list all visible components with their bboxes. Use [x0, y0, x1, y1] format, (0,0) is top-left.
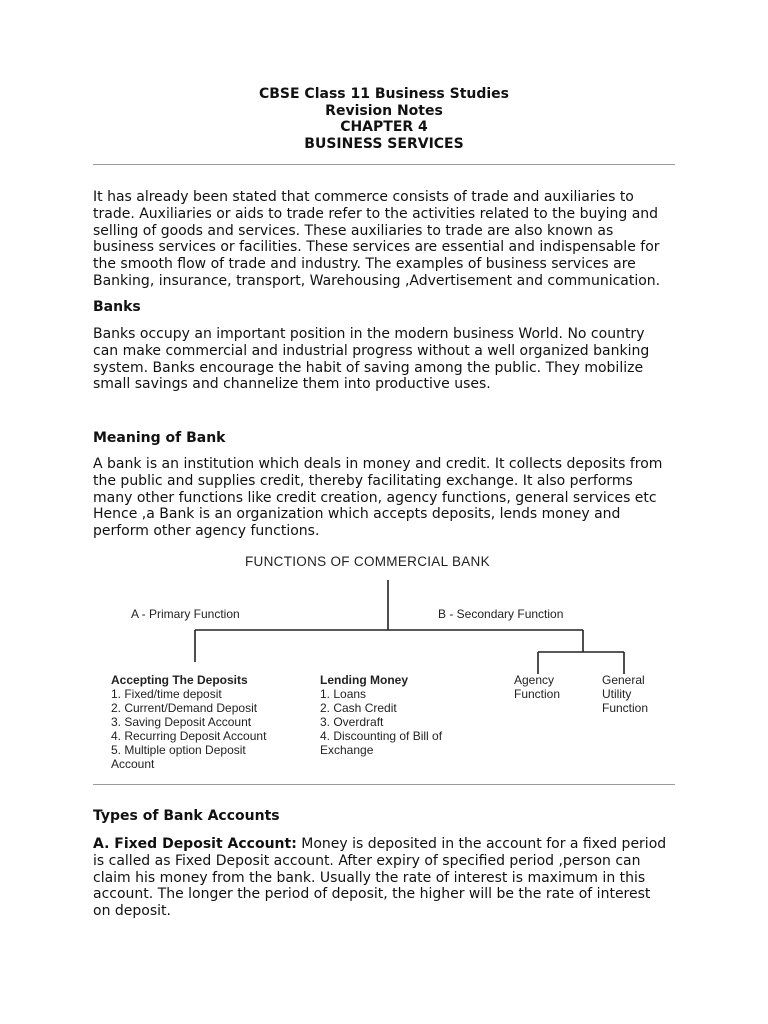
accepting-deposits-item: 4. Recurring Deposit Account [111, 729, 267, 743]
meaning-line: perform other agency functions. [93, 523, 320, 540]
banks-line: Banks occupy an important position in the modern business World. No country [93, 326, 645, 342]
document-header [0, 86, 768, 152]
general-utility-line: Function [602, 701, 649, 715]
general-utility-group [602, 673, 648, 715]
intro-line: It has already been stated that commerce consists of trade and auxiliaries to [93, 189, 634, 205]
intro-line: selling of goods and services. These auxiliaries to trade are also known as [93, 222, 614, 239]
banks-paragraph [93, 326, 675, 393]
intro-line: business services or facilities. These services are essential and indispensable for [93, 239, 660, 256]
lending-money-group [320, 673, 442, 757]
accepting-deposits-title: Accepting The Deposits [111, 673, 248, 687]
accepting-deposits-item: 2. Current/Demand Deposit [111, 701, 258, 715]
lending-money-item: 1. Loans [320, 687, 367, 701]
banks-line: system. Banks encourage the habit of saving among the public. They mobilize [93, 359, 644, 376]
header-course-title: CBSE Class 11 Business Studies [258, 86, 510, 102]
general-utility-line: Utility [602, 687, 632, 701]
general-utility-line: General [602, 673, 645, 687]
header-chapter-title: BUSINESS SERVICES [304, 135, 464, 152]
agency-function-group [514, 673, 560, 701]
diagram-title: FUNCTIONS OF COMMERCIAL BANK [245, 554, 490, 569]
meaning-line: the public and supplies credit, thereby facilitating exchange. It also performs [93, 472, 633, 489]
meaning-heading: Meaning of Bank [93, 430, 226, 446]
accepting-deposits-group [111, 673, 266, 771]
header-subtitle: Revision Notes [325, 102, 443, 119]
accepting-deposits-item: 5. Multiple option Deposit [111, 743, 246, 757]
intro-line: trade. Auxiliaries or aids to trade refer to the activities related to the buying and [93, 205, 659, 222]
intro-line: Banking, insurance, transport, Warehousing ,Advertisement and communication. [93, 272, 661, 289]
agency-function-line: Agency [514, 673, 555, 687]
fixed-deposit-line: is called as Fixed Deposit account. After expiry of specified period ,person can [93, 852, 641, 869]
lending-money-item: Exchange [320, 743, 374, 757]
header-chapter: CHAPTER 4 [340, 119, 428, 135]
lending-money-item: 3. Overdraft [320, 715, 384, 729]
secondary-function-label: B - Secondary Function [438, 607, 564, 621]
lending-money-item: 2. Cash Credit [320, 701, 397, 715]
fixed-deposit-first-text: Money is deposited in the account for a fixed period [296, 836, 667, 852]
types-heading: Types of Bank Accounts [93, 808, 280, 824]
fixed-deposit-first-line [93, 836, 675, 853]
accepting-deposits-item: Account [111, 757, 155, 771]
banks-line: can make commercial and industrial progress without a well organized banking [93, 342, 650, 359]
fixed-deposit-label: A. Fixed Deposit Account: [93, 836, 297, 852]
meaning-line: many other functions like credit creation, agency functions, general services etc [93, 489, 657, 506]
accepting-deposits-item: 1. Fixed/time deposit [111, 687, 222, 701]
meaning-line: A bank is an institution which deals in money and credit. It collects deposits from [93, 456, 663, 472]
meaning-paragraph [93, 456, 675, 540]
header-divider [93, 164, 675, 165]
fixed-deposit-paragraph [93, 836, 675, 920]
intro-paragraph [93, 189, 675, 290]
fixed-deposit-line: claim his money from the bank. Usually the rate of interest is maximum in this [93, 869, 646, 886]
banks-line: small savings and channelize them into productive uses. [93, 376, 491, 393]
lending-money-item: 4. Discounting of Bill of [320, 729, 443, 743]
meaning-line: Hence ,a Bank is an organization which accepts deposits, lends money and [93, 506, 621, 523]
agency-function-line: Function [514, 687, 561, 701]
functions-diagram [93, 548, 675, 778]
diagram-divider [93, 784, 675, 785]
intro-line: the smooth flow of trade and industry. The examples of business services are [93, 256, 636, 273]
banks-heading: Banks [93, 299, 141, 315]
accepting-deposits-item: 3. Saving Deposit Account [111, 715, 252, 729]
fixed-deposit-line: on deposit. [93, 903, 171, 920]
lending-money-title: Lending Money [320, 673, 408, 687]
primary-function-label: A - Primary Function [131, 607, 240, 621]
fixed-deposit-line: account. The longer the period of deposit, the higher will be the rate of interest [93, 886, 651, 903]
